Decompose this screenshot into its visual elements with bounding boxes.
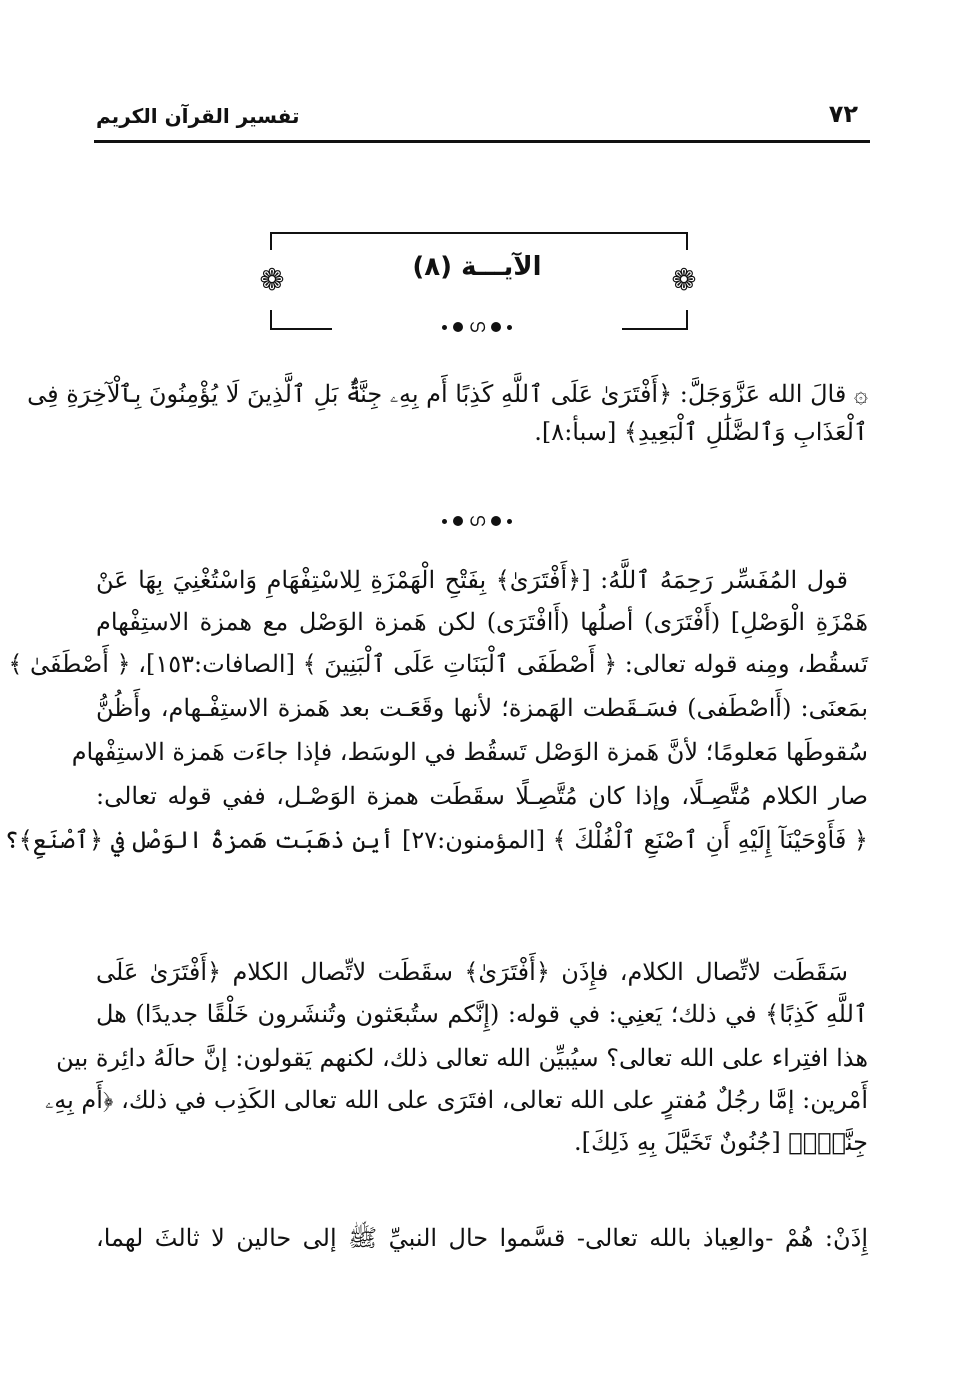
knot-ornament-icon: ❁ <box>668 250 700 310</box>
body-line: هذا افتِراء على الله تعالى؟ سيُبيِّن الله تعالى ذلك، لكنهم يَقولون: إنَّ حالَهُ دائِرة بين <box>56 1044 868 1072</box>
body-line: سُقوطَها مَعلومًا؛ لأنَّ هَمزة الوَصْل تَسقُط في الوسَط، فإذا جاءَت هَمزة الاستِفْهام <box>71 738 868 766</box>
verse-line: ٱلْعَذَابِ وَٱلضَّلَٰلِ ٱلْبَعِيدِ﴾ [سبأ:٨]. <box>534 418 868 446</box>
body-line: ٱللَّهِ كَذِبًا﴾ في ذلك؛ يَعنِي: في قوله: (إِنَّكم ستُبعَثون وتُنشَرون خَلْقًا جديدًا) هل <box>96 1000 868 1028</box>
body-line: صار الكلام مُتَّصِـلًا، وإذا كان مُتَّصِـلًا سقَطَت همزة الوَصْـل، ففي قوله تعالى: <box>96 782 868 810</box>
body-line: تَسقُط، ومِنه قوله تعالى: ﴿ أَصْطَفَى ٱلْبَنَاتِ عَلَى ٱلْبَنِينَ ﴾ [الصافات:١٥٣]، ﴿ أَصْطَفَىٰ ﴾ <box>8 650 868 678</box>
body-line: ﴿ فَأَوْحَيْنَآ إِلَيْهِ أَنِ ٱصْنَعِ ٱلْفُلْكَ ﴾ [المؤمنون:٢٧] أين ذهَبَت هَمزةُ الوَصْل في ﴿ٱصْنَعِ﴾؟ <box>4 826 868 854</box>
header-rule <box>94 140 870 143</box>
verse-line: ۞ قالَ الله عَزَّوَجَلَّ: ﴿أَفْتَرَىٰ عَلَى ٱللَّهِ كَذِبًا أَم بِهِۦ جِنَّةٌۢ بَلِ ٱلَّذِينَ لَا يُؤْمِنُونَ بِٱلْآخِرَةِ فِى <box>27 380 868 408</box>
body-line: هَمْزَةِ الْوَصْلِ] (أَفْتَرَى) أصلُها (أَافْتَرَى) لكن هَمزة الوَصْل مع همزة الاستِفْهام <box>96 608 868 636</box>
section-title: الآيـــة (٨) <box>412 252 542 282</box>
body-line: جِنَّةٌۢ﴾ [جُنُونٌ تَخَيَّلَ بِهِ ذَلِكَ]. <box>573 1128 868 1156</box>
page-number: ٧٢ <box>828 100 858 128</box>
divider-ornament-icon: ഗ <box>0 318 954 336</box>
knot-ornament-icon: ❁ <box>256 250 288 310</box>
body-line: أَمْرين: إمَّا رجُلٌ مُفترٍ على الله تعالى، افتَرَى على الله تعالى الكَذِب في ذلك، ﴿أَم بِهِۦ <box>45 1086 868 1114</box>
body-line: بمَعنَى: (أَاصْطَفى) فسَـقَطت الهَمزة؛ لأنها وقَعَـت بعد هَمزة الاستِفْـهام، وأَظُنُّ <box>96 694 868 722</box>
divider-ornament-icon: ഗ <box>0 512 954 530</box>
body-line: قول المُفَسِّر رَحِمَهُ ٱللَّهُ: [﴿أَفْتَرَىٰ﴾ بِفَتْحِ الْهَمْزَةِ لِلاسْتِفْهَامِ وَاسْتُغْنِيَ بِهَا عَنْ <box>96 566 848 594</box>
body-line: إِذَنْ: هُمْ -والعِياذ بالله تعالى- قسَّموا حال النبيِّ ﷺ إلى حالين لا ثالثَ لهما، <box>96 1224 868 1252</box>
body-line: سَقَطَت لاتِّصال الكلام، فإِذَن ﴿أَفْتَرَىٰ﴾ سقَطَت لاتِّصال الكلام ﴿أَفْتَرَىٰ عَلَى <box>96 958 848 986</box>
running-header-title: تفسير القرآن الكريم <box>96 104 300 128</box>
